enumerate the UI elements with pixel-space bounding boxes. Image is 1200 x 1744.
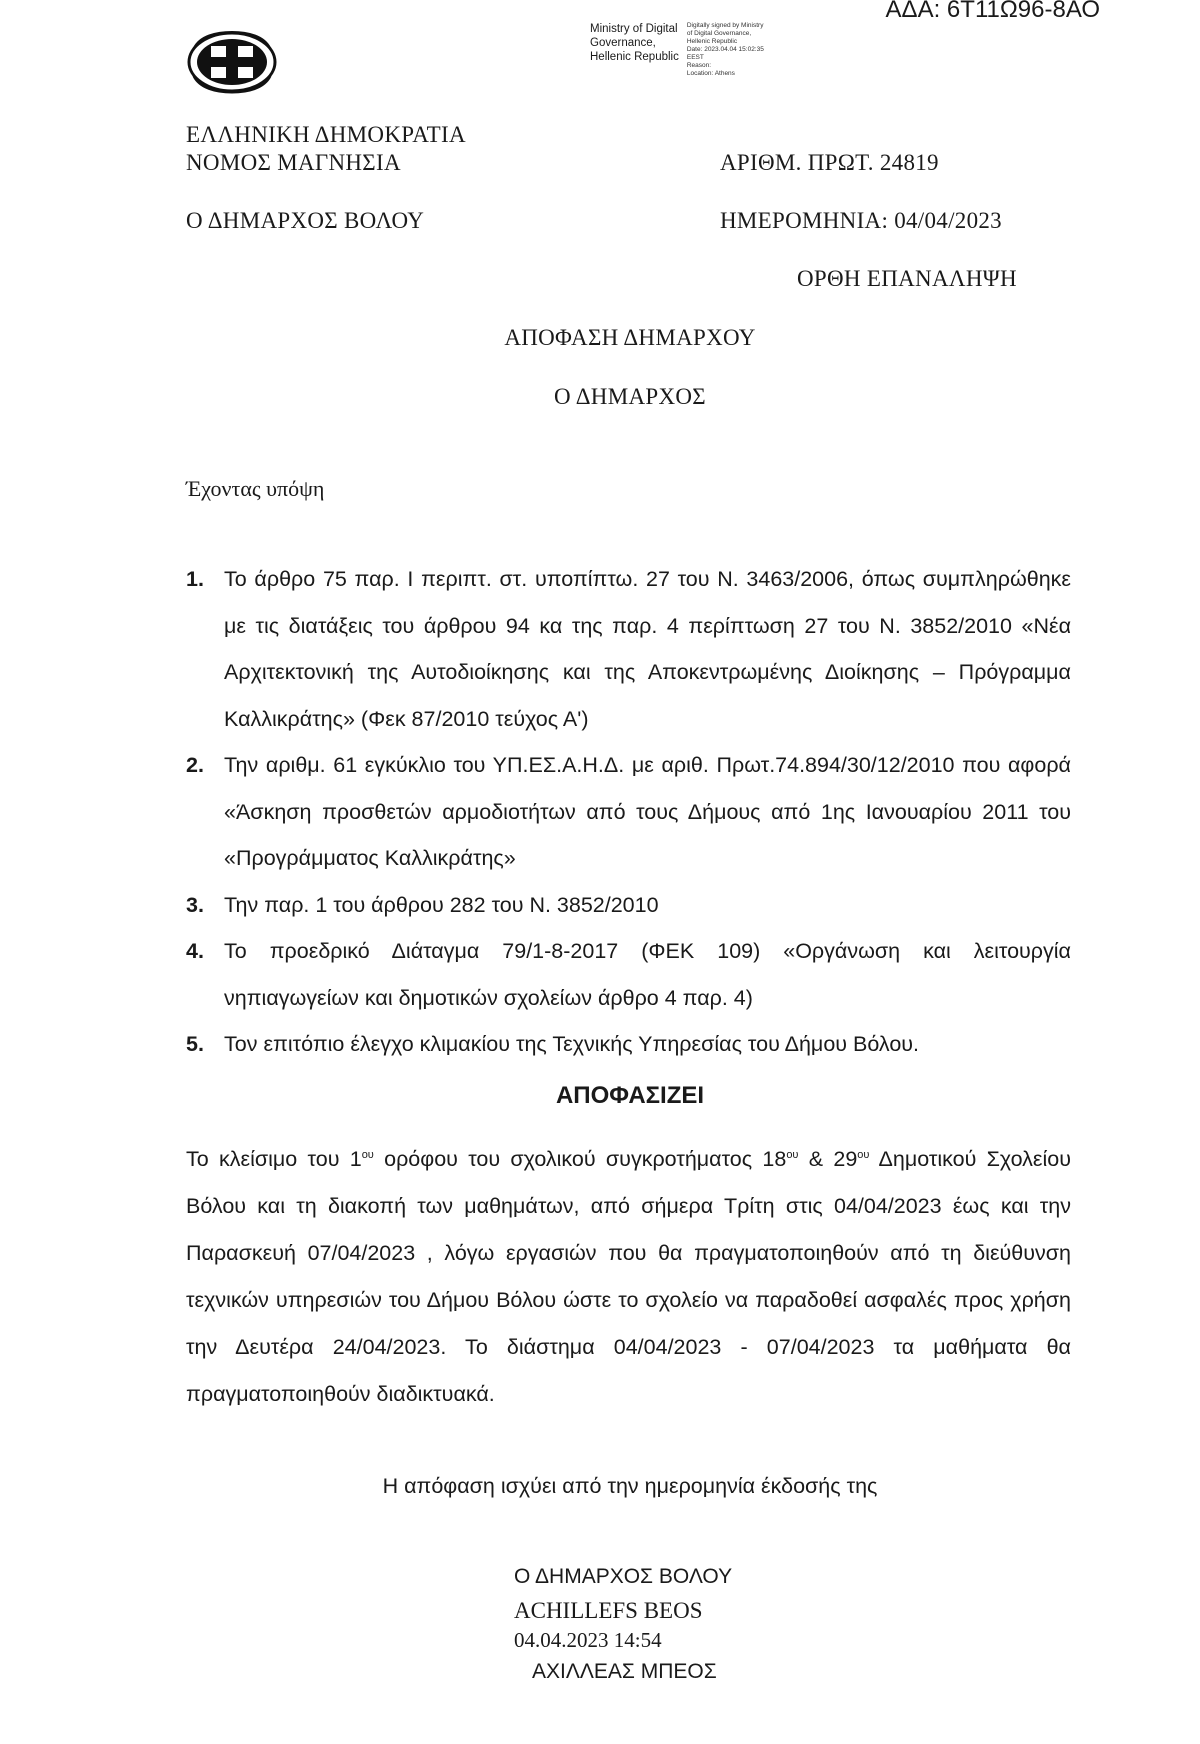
considerations-intro: Έχοντας υπόψη	[186, 476, 325, 501]
item-number: 3.	[186, 892, 204, 917]
consideration-item	[186, 882, 1071, 929]
issuer-heading: Ο ΔΗΜΑΡΧΟΣ ΒΟΛΟΥ	[186, 208, 425, 233]
signature-timestamp: 04.04.2023 14:54	[514, 1628, 662, 1652]
item-text: Την αριθμ. 61 εγκύκλιο του ΥΠ.ΕΣ.Α.Η.Δ. με αριθ. Πρωτ.74.894/30/12/2010 που αφορά «Άσκηση προσθετών αρμοδιοτήτων από τους Δήμους από 1ης Ιανουαρίου 2011 του «Προγράμματος Καλλικράτης»	[224, 753, 1071, 870]
decides-heading: ΑΠΟΦΑΣΙΖΕΙ	[555, 1082, 705, 1109]
item-text: Τον επιτόπιο έλεγχο κλιμακίου της Τεχνικής Υπηρεσίας του Δήμου Βόλου.	[224, 1032, 920, 1056]
protocol-number: ΑΡΙΘΜ. ΠΡΩΤ. 24819	[720, 150, 939, 175]
document-subtitle: Ο ΔΗΜΑΡΧΟΣ	[554, 384, 706, 409]
digital-signature-stamp	[590, 22, 764, 78]
consideration-item	[186, 742, 1071, 882]
ada-code: ΑΔΑ: 6Τ11Ω96-8ΑΟ	[885, 0, 1100, 23]
item-text: Το προεδρικό Διάταγμα 79/1-8-2017 (ΦΕΚ 109) «Οργάνωση και λειτουργία νηπιαγωγείων και δημοτικών σχολείων άρθρο 4 παρ. 4)	[224, 939, 1071, 1010]
signer-name-latin: ACHILLEFS BEOS	[514, 1598, 703, 1623]
item-number: 5.	[186, 1032, 204, 1056]
item-number: 1.	[186, 567, 204, 591]
consideration-item	[186, 928, 1071, 1021]
hellenic-republic-emblem-icon	[186, 30, 278, 94]
item-number: 2.	[186, 753, 204, 777]
item-text: Την παρ. 1 του άρθρου 282 του Ν. 3852/2010	[224, 892, 659, 917]
signature-issuer: Ministry of Digital Governance, Hellenic Republic	[590, 23, 679, 63]
signatory-title: Ο ΔΗΜΑΡΧΟΣ ΒΟΛΟΥ	[514, 1565, 733, 1588]
prefecture-heading: ΝΟΜΟΣ ΜΑΓΝΗΣΙΑ	[186, 150, 401, 175]
consideration-item	[186, 1021, 1071, 1068]
signature-details: Digitally signed by Ministry of Digital Governance, Hellenic Republic Date: 2023.04.04 15:02:35 EEST Reason: Location: Athens	[686, 22, 764, 77]
considerations-list	[186, 556, 1071, 1068]
validity-statement: Η απόφαση ισχύει από την ημερομηνία έκδοσής της	[382, 1474, 878, 1498]
signer-name-greek: ΑΧΙΛΛΕΑΣ ΜΠΕΟΣ	[532, 1660, 717, 1683]
decision-paragraph: Το κλείσιμο του $1^{o\upsilon}$ ορόφου του σχολικού συγκροτήματος $18^{o\upsilon}$ & $29^{o\upsilon}$ Δημοτικού Σχολείου Βόλου και τη διακοπή των μαθημάτων, από σήμερα Τρίτη στις 04/04/2023 έως και την Παρασκευή 07/04/2023 , λόγω εργασιών που θα πραγματοποιηθούν από τη διεύθυνση τεχνικών υπηρεσιών του Δήμου Βόλου ώστε το σχολείο να παραδοθεί ασφαλές προς χρήση την Δευτέρα 24/04/2023. Το διάστημα 04/04/2023 - 07/04/2023 τα μαθήματα θα πραγματοποιηθούν διαδικτυακά.	[186, 1147, 1072, 1407]
item-number: 4.	[186, 939, 204, 963]
document-title: ΑΠΟΦΑΣΗ ΔΗΜΑΡΧΟΥ	[504, 325, 756, 350]
document-date: ΗΜΕΡΟΜΗΝΙΑ: 04/04/2023	[720, 208, 1002, 233]
item-text: Το άρθρο 75 παρ. Ι περιπτ. στ. υποπίπτω. 27 του Ν. 3463/2006, όπως συμπληρώθηκε με τις διατάξεις του άρθρου 94 κα της παρ. 4 περίπτωση 27 του Ν. 3852/2010 «Νέα Αρχιτεκτονική της Αυτοδιοίκησης και της Αποκεντρωμένης Διοίκησης – Πρόγραμμα Καλλικράτης» (Φεκ 87/2010 τεύχος Α')	[224, 567, 1071, 731]
republic-heading: ΕΛΛΗΝΙΚΗ ΔΗΜΟΚΡΑΤΙΑ	[186, 122, 466, 147]
correction-note: ΟΡΘΗ ΕΠΑΝΑΛΗΨΗ	[797, 266, 1017, 291]
consideration-item	[186, 556, 1071, 742]
